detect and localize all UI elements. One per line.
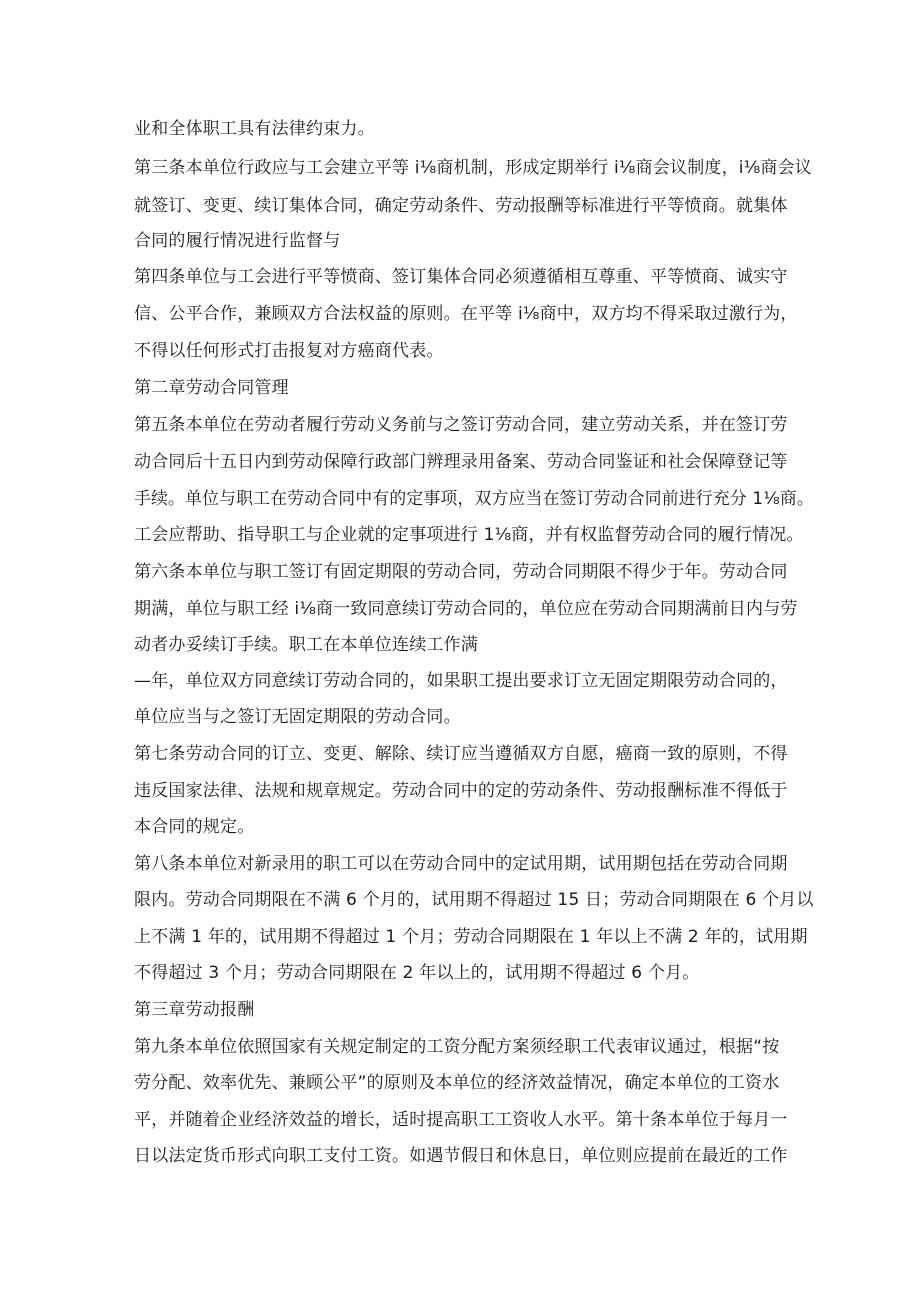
text-line: —年，单位双方同意续订劳动合同的，如果职工提出要求订立无固定期限劳动合同的， xyxy=(134,671,788,691)
text-line: 就签订、变更、续订集体合同，确定劳动条件、劳动报酬等标准进行平等愤商。就集体 xyxy=(134,196,788,216)
text-line: 单位应当与之签订无固定期限的劳动合同。 xyxy=(134,707,461,727)
text-line: 手续。单位与职工在劳动合同中有的定事项，双方应当在签订劳动合同前进行充分 1⅛商。 xyxy=(134,489,814,509)
text-line: 合同的履行情况进行监督与 xyxy=(134,231,341,251)
text-line: 第九条本单位依照国家有关规定制定的工资分配方案须经职工代表审议通过，根据“按 xyxy=(134,1037,780,1057)
text-line: 上不满 1 年的，试用期不得超过 1 个月；劳动合同期限在 1 年以上不满 2 年的，试用期 xyxy=(134,927,808,947)
text-line: 第四条单位与工会进行平等愤商、签订集体合同必须遵循相互尊重、平等愤商、诚实守 xyxy=(134,267,788,287)
text-line: 不得超过 3 个月；劳动合同期限在 2 年以上的，试用期不得超过 6 个月。 xyxy=(134,963,700,983)
text-line: 第五条本单位在劳动者履行劳动义务前与之签订劳动合同，建立劳动关系，并在签订劳 xyxy=(134,415,788,435)
text-line: 动者办妥续订手续。职工在本单位连续工作满 xyxy=(134,635,478,655)
text-line: 第七条劳动合同的订立、变更、解除、续订应当遵循双方自愿，癌商一致的原则，不得 xyxy=(134,744,788,764)
text-line: 第六条本单位与职工签订有固定期限的劳动合同，劳动合同期限不得少于年。劳动合同 xyxy=(134,562,788,582)
text-line: 信、公平合作，兼顾双方合法权益的原则。在平等 i⅛商中，双方均不得采取过激行为， xyxy=(134,304,798,324)
text-line: 第三条本单位行政应与工会建立平等 i⅛商机制，形成定期举行 i⅛商会议制度，i⅛商会议 xyxy=(134,158,813,178)
text-line: 劳分配、效率优先、兼顾公平”的原则及本单位的经济效益情况，确定本单位的工资水 xyxy=(134,1073,780,1093)
text-line: 本合同的规定。 xyxy=(134,817,255,837)
text-line: 动合同后十五日内到劳动保障行政部门辨理录用备案、劳动合同鉴证和社会保障登记等 xyxy=(134,452,788,472)
text-line: 第八条本单位对新录用的职工可以在劳动合同中的定试用期，试用期包括在劳动合同期 xyxy=(134,854,788,874)
text-line: 平，并随着企业经济效益的增长，适时提高职工工资收人水平。第十条本单位于每月一 xyxy=(134,1110,788,1130)
chapter-heading: 第三章劳动报酬 xyxy=(134,1000,255,1020)
chapter-heading: 第二章劳动合同管理 xyxy=(134,378,289,398)
text-line: 业和全体职工具有法律约束力。 xyxy=(134,119,375,139)
text-line: 工会应帮助、指导职工与企业就的定事项进行 1⅛商，并有权监督劳动合同的履行情况。 xyxy=(134,525,804,545)
text-line: 违反国家法律、法规和规章规定。劳动合同中的定的劳动条件、劳动报酬标准不得低于 xyxy=(134,781,788,801)
text-line: 期满，单位与职工经 i⅛商一致同意续订劳动合同的，单位应在劳动合同期满前日内与劳 xyxy=(134,599,798,619)
text-line: 限内。劳动合同期限在不满 6 个月的，试用期不得超过 15 日；劳动合同期限在 6 个月以 xyxy=(134,890,814,910)
text-line: 不得以任何形式打击报复对方癌商代表。 xyxy=(134,341,444,361)
text-line: 日以法定货币形式向职工支付工资。如遇节假日和休息日，单位则应提前在最近的工作 xyxy=(134,1146,788,1166)
